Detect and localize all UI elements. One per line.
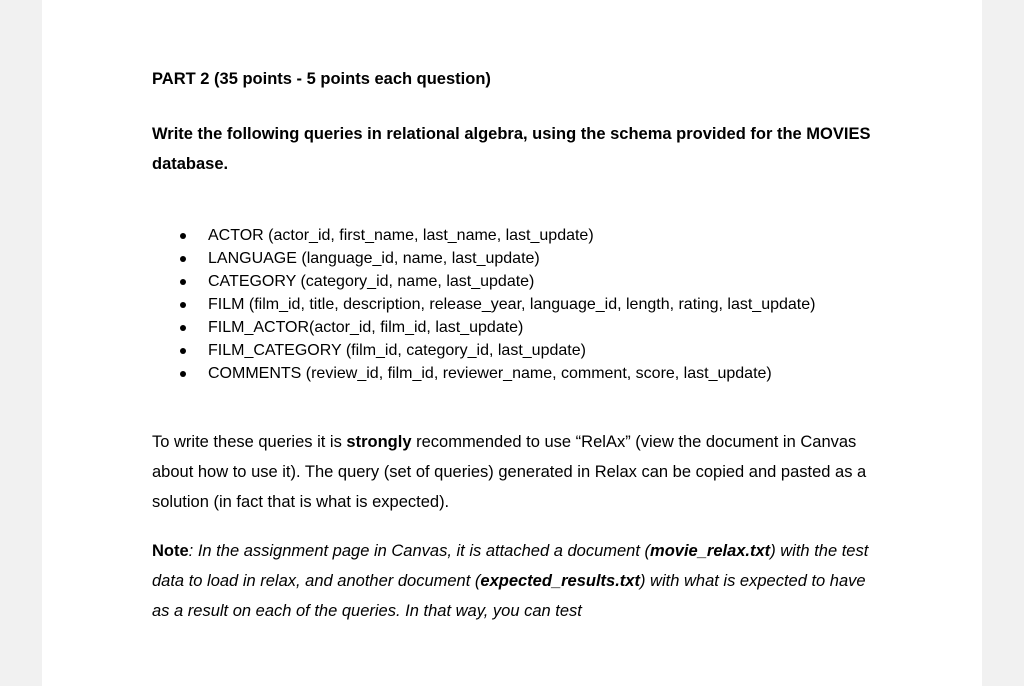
list-item xyxy=(152,247,815,270)
schema-item-text: FILM_ACTOR(actor_id, film_id, last_update) xyxy=(208,319,524,336)
file-name-expected-results: expected_results.txt xyxy=(480,572,640,590)
document-page xyxy=(42,0,982,686)
bullet-icon xyxy=(180,348,186,354)
schema-item-text: COMMENTS (review_id, film_id, reviewer_name, comment, score, last_update) xyxy=(208,365,772,382)
schema-list xyxy=(152,224,815,385)
note-text-3: ) with what is expected to have as a result on each of the queries. In that way, you can test xyxy=(152,572,866,620)
schema-item-text: LANGUAGE (language_id, name, last_update) xyxy=(208,250,540,267)
part-heading: PART 2 (35 points - 5 points each question) xyxy=(152,70,491,88)
note-label: Note xyxy=(152,542,189,560)
note-text-2: ) with the test data to load in relax, and another document ( xyxy=(152,542,869,590)
paragraph-text-after: recommended to use “RelAx” (view the document in Canvas about how to use it). The query (set of queries) generated in Relax can be copied and pasted as a solution (in fact that is what is expected). xyxy=(152,433,867,511)
list-item xyxy=(152,293,815,316)
paragraph-text-before: To write these queries it is xyxy=(152,433,347,451)
list-item xyxy=(152,270,815,293)
schema-item-text: FILM_CATEGORY (film_id, category_id, last_update) xyxy=(208,342,586,359)
note-paragraph xyxy=(152,536,872,626)
relax-paragraph xyxy=(152,427,872,517)
list-item xyxy=(152,339,815,362)
schema-item-text: CATEGORY (category_id, name, last_update) xyxy=(208,273,535,290)
bullet-icon xyxy=(180,279,186,285)
schema-item-text: ACTOR (actor_id, first_name, last_name, last_update) xyxy=(208,227,594,244)
bullet-icon xyxy=(180,302,186,308)
list-item xyxy=(152,316,815,339)
note-text-1: : In the assignment page in Canvas, it is attached a document ( xyxy=(188,542,651,560)
bullet-icon xyxy=(180,233,186,239)
file-name-movie-relax: movie_relax.txt xyxy=(650,542,771,560)
list-item xyxy=(152,362,815,385)
bullet-icon xyxy=(180,371,186,377)
instructions-heading: Write the following queries in relational algebra, using the schema provided for the MOVIES database. xyxy=(152,125,871,173)
paragraph-emphasis: strongly xyxy=(346,433,412,451)
list-item xyxy=(152,224,815,247)
bullet-icon xyxy=(180,256,186,262)
schema-item-text: FILM (film_id, title, description, release_year, language_id, length, rating, last_update) xyxy=(208,296,816,313)
bullet-icon xyxy=(180,325,186,331)
